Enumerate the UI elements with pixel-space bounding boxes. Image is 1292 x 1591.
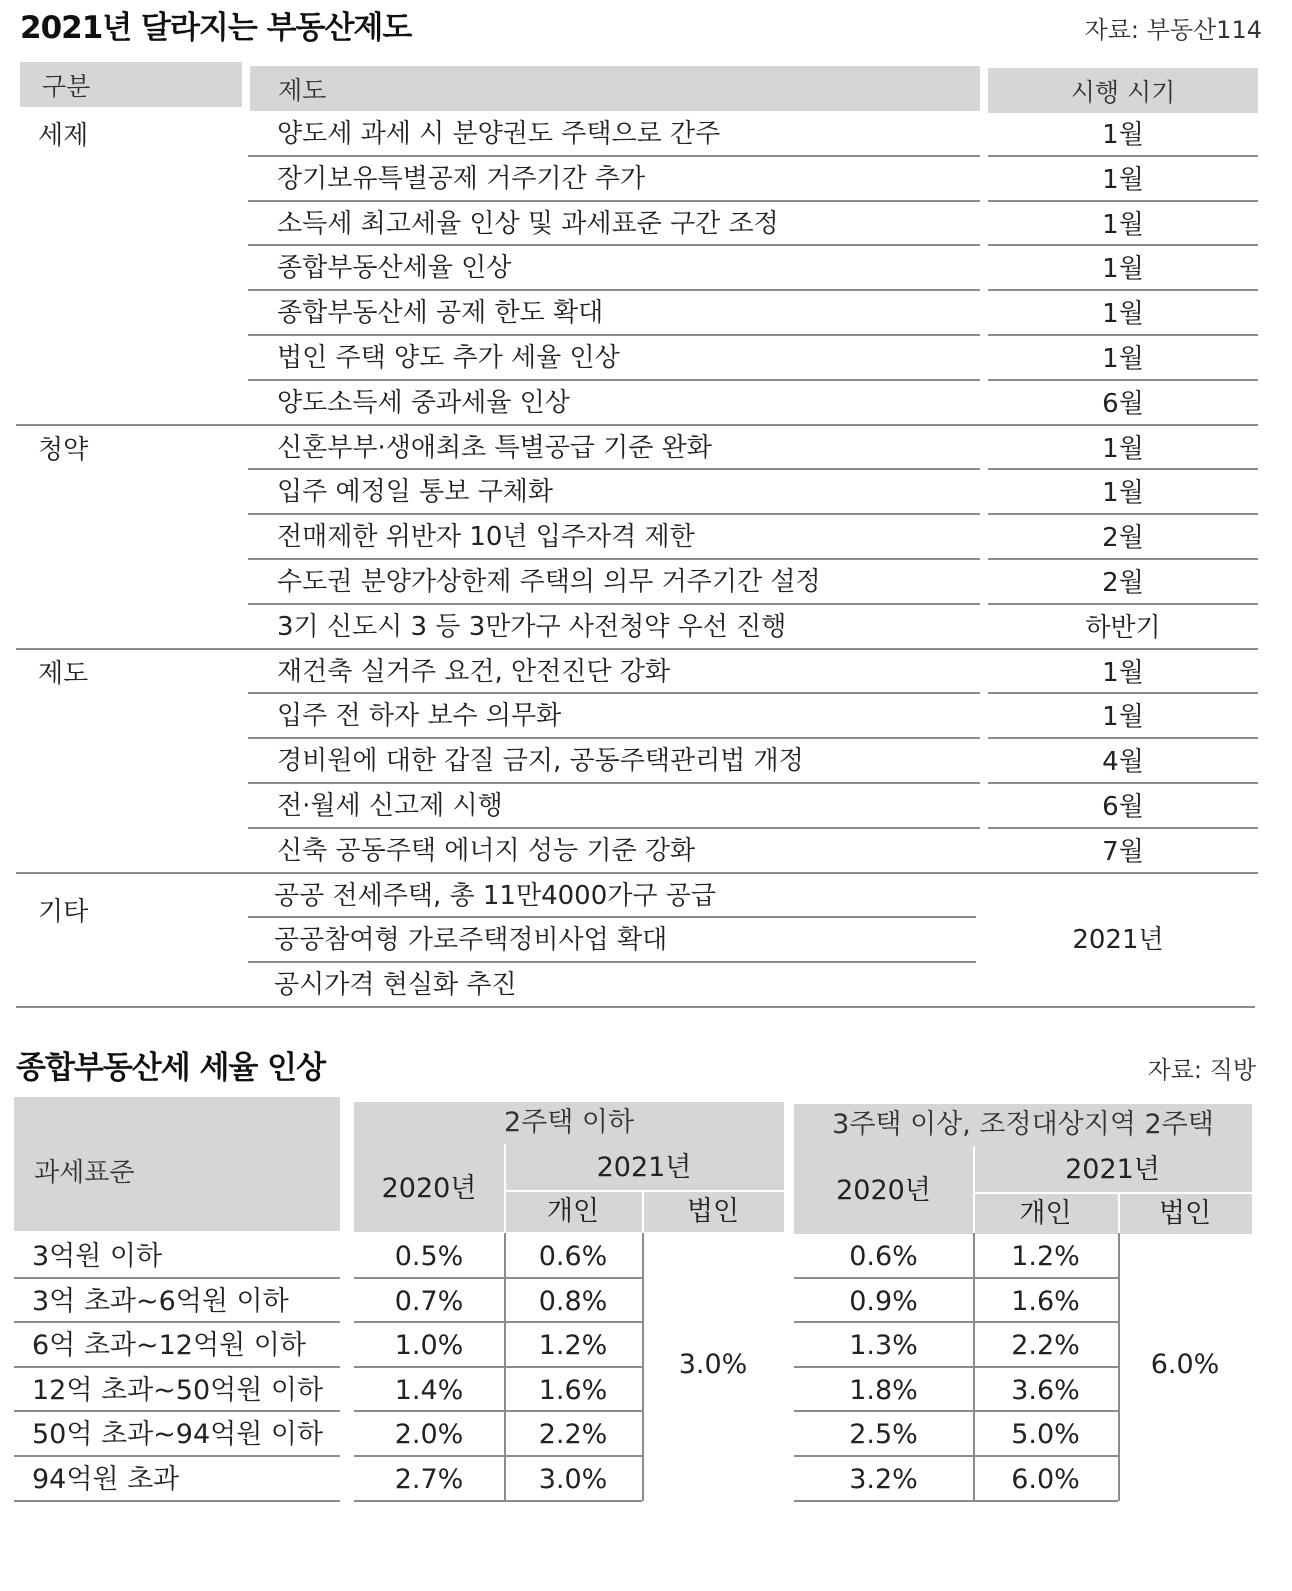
rate-b-2021-individual: 6.0% — [1011, 1464, 1080, 1495]
rate-b-2021-individual: 1.2% — [1011, 1241, 1080, 1272]
row-divider — [248, 289, 980, 291]
row-divider — [988, 334, 1258, 336]
timing-value: 2월 — [1102, 523, 1144, 554]
divider — [504, 1190, 784, 1192]
row-divider — [988, 513, 1258, 515]
header-category — [20, 62, 242, 107]
rate-a-2020: 0.5% — [394, 1241, 464, 1272]
timing-value: 1월 — [1102, 164, 1144, 195]
rate-a-2021-individual: 2.2% — [538, 1419, 608, 1451]
timing-value: 1월 — [1102, 299, 1144, 330]
policy-item: 양도소득세 중과세율 인상 — [277, 387, 570, 418]
rate-a-2020: 2.0% — [394, 1419, 464, 1451]
row-divider — [248, 513, 980, 515]
row-divider — [794, 1366, 1118, 1368]
column-divider — [504, 1233, 506, 1501]
row-divider — [14, 1455, 340, 1457]
policy-item: 공공 전세주택, 총 11만4000가구 공급 — [274, 880, 716, 911]
rate-b-2020: 3.2% — [849, 1464, 918, 1495]
rate-a-2021-individual: 0.8% — [538, 1285, 608, 1317]
header-group-b-label: 3주택 이상, 조정대상지역 2주택 — [832, 1109, 1214, 1140]
timing-value: 하반기 — [1085, 612, 1161, 643]
table1-source: 자료: 부동산114 — [1084, 16, 1262, 44]
table2-title: 종합부동산세 세율 인상 — [16, 1050, 326, 1086]
rate-b-2020: 0.9% — [849, 1285, 918, 1317]
policy-item: 입주 전 하자 보수 의무화 — [277, 701, 562, 732]
rate-a-2021-individual: 0.6% — [538, 1241, 608, 1272]
rate-a-2021-individual: 1.6% — [538, 1374, 608, 1406]
row-divider — [988, 155, 1258, 157]
tax-base-cell: 3억 초과~6억원 이하 — [32, 1285, 289, 1317]
rate-b-2021-individual: 2.2% — [1011, 1330, 1080, 1362]
policy-item: 법인 주택 양도 추가 세율 인상 — [277, 343, 620, 373]
rate-b-2020: 0.6% — [849, 1241, 918, 1272]
rate-a-2020: 2.7% — [394, 1464, 464, 1495]
row-divider — [988, 289, 1258, 291]
row-divider — [14, 1277, 340, 1279]
row-divider — [14, 1366, 340, 1368]
timing-value: 1월 — [1102, 433, 1144, 464]
row-divider — [988, 200, 1258, 202]
policy-item: 신축 공동주택 에너지 성능 기준 강화 — [277, 835, 696, 866]
rate-a-2020: 1.4% — [394, 1374, 464, 1406]
row-divider — [354, 1277, 642, 1279]
policy-item: 수도권 분양가상한제 주택의 의무 거주기간 설정 — [277, 567, 821, 597]
policy-item: 전·월세 신고제 시행 — [277, 791, 503, 821]
row-divider — [248, 558, 980, 560]
column-divider — [973, 1233, 975, 1501]
category-label: 제도 — [38, 658, 89, 689]
group-divider — [16, 424, 1258, 426]
header-a-individual: 개인 — [546, 1196, 600, 1227]
table2-source: 자료: 직방 — [1147, 1056, 1256, 1084]
policy-item: 공시가격 현실화 추진 — [274, 970, 517, 1001]
tax-base-cell: 50억 초과~94억원 이하 — [32, 1419, 324, 1451]
header-b-individual: 개인 — [1019, 1198, 1072, 1229]
row-divider — [248, 468, 980, 470]
timing-value: 1월 — [1102, 344, 1144, 374]
row-divider — [354, 1455, 642, 1457]
policy-item: 전매제한 위반자 10년 입주자격 제한 — [277, 522, 695, 553]
row-divider — [794, 1500, 1118, 1502]
row-divider — [248, 782, 980, 784]
rate-a-2020: 1.0% — [394, 1330, 464, 1362]
header-timing-label: 시행 시기 — [1070, 77, 1176, 107]
header-b-2020: 2020년 — [836, 1175, 931, 1206]
row-divider — [988, 558, 1258, 560]
row-divider — [988, 827, 1258, 829]
row-divider — [988, 379, 1258, 381]
row-divider — [14, 1321, 340, 1323]
tax-base-cell: 6억 초과~12억원 이하 — [32, 1330, 306, 1362]
header-timing — [988, 68, 1258, 113]
rate-a-2021-corporate: 3.0% — [678, 1348, 748, 1380]
header-tax-base — [14, 1097, 340, 1231]
header-system-label: 제도 — [278, 75, 327, 105]
row-divider — [248, 692, 980, 694]
divider — [973, 1192, 1252, 1194]
timing-value: 1월 — [1102, 209, 1144, 240]
row-divider — [988, 468, 1258, 470]
rate-a-2021-individual: 1.2% — [538, 1330, 608, 1362]
group-divider — [16, 648, 1258, 650]
header-system — [250, 66, 980, 111]
table1-title: 2021년 달라지는 부동산제도 — [20, 10, 412, 46]
timing-value: 1월 — [1102, 657, 1144, 688]
row-divider — [248, 334, 980, 336]
row-divider — [354, 1410, 642, 1412]
timing-value: 2월 — [1102, 568, 1144, 598]
timing-value: 1월 — [1102, 120, 1144, 150]
timing-value: 1월 — [1102, 254, 1144, 285]
policy-item: 재건축 실거주 요건, 안전진단 강화 — [277, 656, 670, 687]
header-tax-base-label: 과세표준 — [34, 1158, 135, 1188]
row-divider — [988, 603, 1258, 605]
row-divider — [988, 692, 1258, 694]
group-divider — [16, 1006, 1255, 1008]
rate-b-2021-individual: 5.0% — [1011, 1419, 1080, 1451]
header-category-label: 구분 — [42, 71, 91, 101]
policy-item: 종합부동산세율 인상 — [277, 253, 512, 284]
category-label: 세제 — [38, 121, 89, 151]
row-divider — [354, 1321, 642, 1323]
row-divider — [354, 1366, 642, 1368]
rate-b-2020: 1.8% — [849, 1374, 918, 1406]
timing-value: 6월 — [1102, 388, 1144, 419]
row-divider — [988, 782, 1258, 784]
rate-a-2020: 0.7% — [394, 1285, 464, 1317]
tax-base-cell: 3억원 이하 — [32, 1241, 163, 1272]
header-a-2021: 2021년 — [596, 1152, 692, 1183]
tax-base-cell: 12억 초과~50억원 이하 — [32, 1374, 324, 1406]
header-a-2020: 2020년 — [381, 1173, 477, 1204]
header-b-corporate: 법인 — [1158, 1198, 1212, 1229]
timing-value: 6월 — [1102, 792, 1144, 822]
row-divider — [988, 244, 1258, 246]
row-divider — [248, 961, 976, 963]
row-divider — [14, 1500, 340, 1502]
row-divider — [14, 1410, 340, 1412]
policy-item: 종합부동산세 공제 한도 확대 — [277, 298, 604, 329]
row-divider — [248, 916, 976, 918]
header-group-a-label: 2주택 이하 — [503, 1107, 635, 1138]
header-b-2021: 2021년 — [1065, 1154, 1160, 1185]
row-divider — [794, 1410, 1118, 1412]
rate-b-2021-corporate: 6.0% — [1150, 1348, 1220, 1380]
rate-a-2021-individual: 3.0% — [538, 1464, 608, 1495]
policy-item: 장기보유특별공제 거주기간 추가 — [277, 163, 646, 194]
row-divider — [794, 1277, 1118, 1279]
row-divider — [248, 379, 980, 381]
policy-item: 신혼부부·생애최초 특별공급 기준 완화 — [277, 432, 712, 463]
rate-b-2020: 1.3% — [849, 1330, 918, 1362]
rate-b-2021-individual: 1.6% — [1011, 1285, 1080, 1317]
timing-value: 7월 — [1102, 836, 1144, 867]
row-divider — [248, 200, 980, 202]
policy-item: 입주 예정일 통보 구체화 — [277, 477, 553, 508]
policy-item: 경비원에 대한 갑질 금지, 공동주택관리법 개정 — [277, 746, 804, 777]
group-divider — [16, 872, 1258, 874]
row-divider — [248, 155, 980, 157]
policy-item: 공공참여형 가로주택정비사업 확대 — [274, 925, 668, 956]
timing-value: 1월 — [1102, 478, 1144, 509]
header-a-corporate: 법인 — [686, 1196, 740, 1227]
rate-b-2020: 2.5% — [849, 1419, 918, 1451]
policy-item: 3기 신도시 3 등 3만가구 사전청약 우선 진행 — [277, 611, 787, 642]
row-divider — [794, 1321, 1118, 1323]
row-divider — [248, 244, 980, 246]
policy-item: 양도세 과세 시 분양권도 주택으로 간주 — [277, 119, 721, 149]
timing-value: 2021년 — [1072, 924, 1164, 955]
row-divider — [248, 827, 980, 829]
row-divider — [248, 737, 980, 739]
tax-base-cell: 94억원 초과 — [32, 1464, 180, 1495]
category-label: 기타 — [38, 896, 89, 927]
rate-b-2021-individual: 3.6% — [1011, 1374, 1080, 1406]
row-divider — [248, 603, 980, 605]
timing-value: 1월 — [1102, 702, 1144, 733]
category-label: 청약 — [38, 434, 89, 465]
timing-value: 4월 — [1102, 747, 1144, 778]
policy-item: 소득세 최고세율 인상 및 과세표준 구간 조정 — [277, 208, 779, 239]
row-divider — [988, 737, 1258, 739]
row-divider — [354, 1500, 642, 1502]
row-divider — [794, 1455, 1118, 1457]
